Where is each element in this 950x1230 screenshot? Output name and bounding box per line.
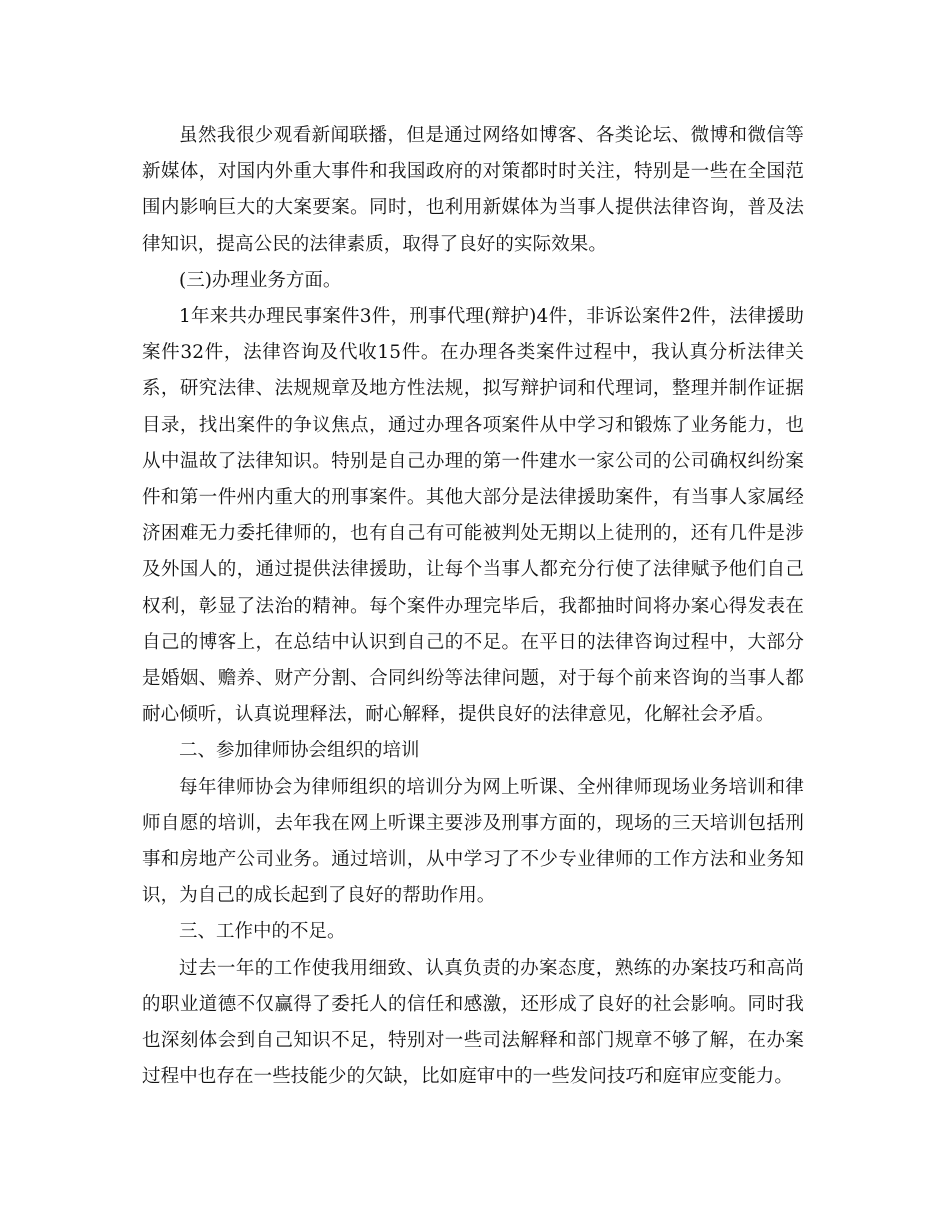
heading-business-handling: (三)办理业务方面。 <box>179 269 342 291</box>
document-body <box>142 118 804 1095</box>
paragraph-shortcomings: 过去一年的工作使我用细致、认真负责的办案态度，熟练的办案技巧和高尚的职业道德不仅赢得了委托人的信任和感激，还形成了良好的社会影响。同时我也深刻体会到自己知识不足，特别对一些司法解释和部门规章不够了解，在办案过程中也存在一些技能少的欠缺，比如庭审中的一些发问技巧和庭审应变能力。 <box>142 957 804 1088</box>
paragraph-media-usage: 虽然我很少观看新闻联播，但是通过网络如博客、各类论坛、微博和微信等新媒体，对国内外重大事件和我国政府的对策都时时关注，特别是一些在全国范围内影响巨大的大案要案。同时，也利用新媒体为当事人提供法律咨询，普及法律知识，提高公民的法律素质，取得了良好的实际效果。 <box>142 125 804 255</box>
heading-shortcomings: 三、工作中的不足。 <box>179 921 346 943</box>
heading-lawyer-training: 二、参加律师协会组织的培训 <box>179 740 420 762</box>
paragraph-training: 每年律师协会为律师组织的培训分为网上听课、全州律师现场业务培训和律师自愿的培训，去年我在网上听课主要涉及刑事方面的，现场的三天培训包括刑事和房地产公司业务。通过培训，从中学习了不少专业律师的工作方法和业务知识，为自己的成长起到了良好的帮助作用。 <box>142 776 804 907</box>
paragraph-cases-handled: 1年来共办理民事案件3件，刑事代理(辩护)4件，非诉讼案件2件，法律援助案件32件，法律咨询及代收15件。在办理各类案件过程中，我认真分析法律关系，研究法律、法规规章及地方性法规，拟写辩护词和代理词，整理并制作证据目录，找出案件的争议焦点，通过办理各项案件从中学习和锻炼了业务能力，也从中温故了法律知识。特别是自己办理的第一件建水一家公司的公司确权纠纷案件和第一件州内重大的刑事案件。其他大部分是法律援助案件，有当事人家属经济困难无力委托律师的，也有自己有可能被判处无期以上徒刑的，还有几件是涉及外国人的，通过提供法律援助，让每个当事人都充分行使了法律赋予他们自己权利，彰显了法治的精神。每个案件办理完毕后，我都抽时间将办案心得发表在自己的博客上，在总结中认识到自己的不足。在平日的法律咨询过程中，大部分是婚姻、赡养、财产分割、合同纠纷等法律问题，对于每个前来咨询的当事人都耐心倾听，认真说理释法，耐心解释，提供良好的法律意见，化解社会矛盾。 <box>142 306 804 726</box>
